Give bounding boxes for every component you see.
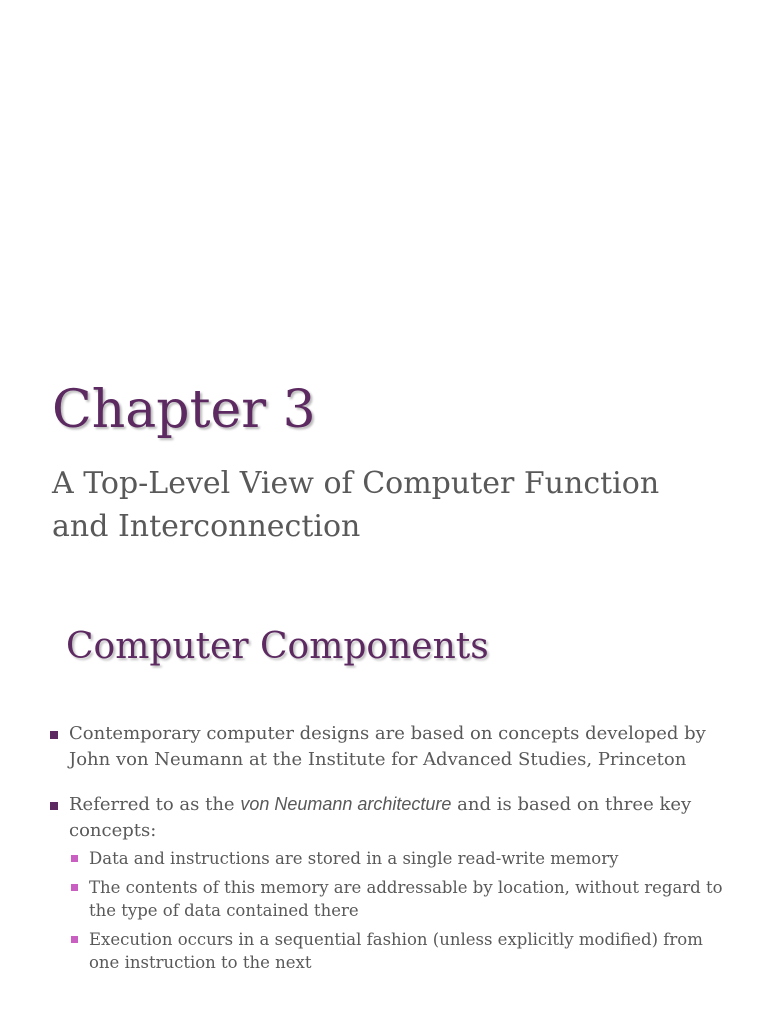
sub-bullet-item [69, 928, 728, 975]
square-bullet-icon [71, 855, 78, 862]
sub-bullet-list [69, 847, 728, 975]
bullet-text-tail: and is based on three key concepts: [69, 794, 692, 841]
bullet-text: Contemporary computer designs are based on concepts developed by John von Neumann at the Institute for Advanced Studies, Princeton [69, 723, 706, 770]
bullet-item [48, 721, 728, 772]
square-bullet-icon [50, 802, 58, 810]
sub-bullet-item [69, 847, 728, 871]
sub-bullet-text: The contents of this memory are addressable by location, without regard to the type of data contained there [89, 877, 723, 920]
sub-bullet-item [69, 876, 728, 923]
sub-bullet-text: Execution occurs in a sequential fashion (unless explicitly modified) from one instruction to the next [89, 929, 703, 972]
bullet-text [69, 794, 691, 841]
chapter-subtitle: A Top-Level View of Computer Function and Interconnection [52, 466, 660, 544]
section-title: Computer Components [66, 626, 489, 667]
chapter-title: Chapter 3 [52, 380, 316, 440]
sub-bullet-text: Data and instructions are stored in a single read-write memory [89, 849, 619, 868]
bullet-text-emphasis: von Neumann architecture [240, 794, 452, 814]
square-bullet-icon [50, 731, 58, 739]
bullet-text-lead: Referred to as the [69, 794, 241, 815]
bullet-list [48, 721, 728, 995]
square-bullet-icon [71, 884, 78, 891]
square-bullet-icon [71, 936, 78, 943]
bullet-item [48, 792, 728, 975]
